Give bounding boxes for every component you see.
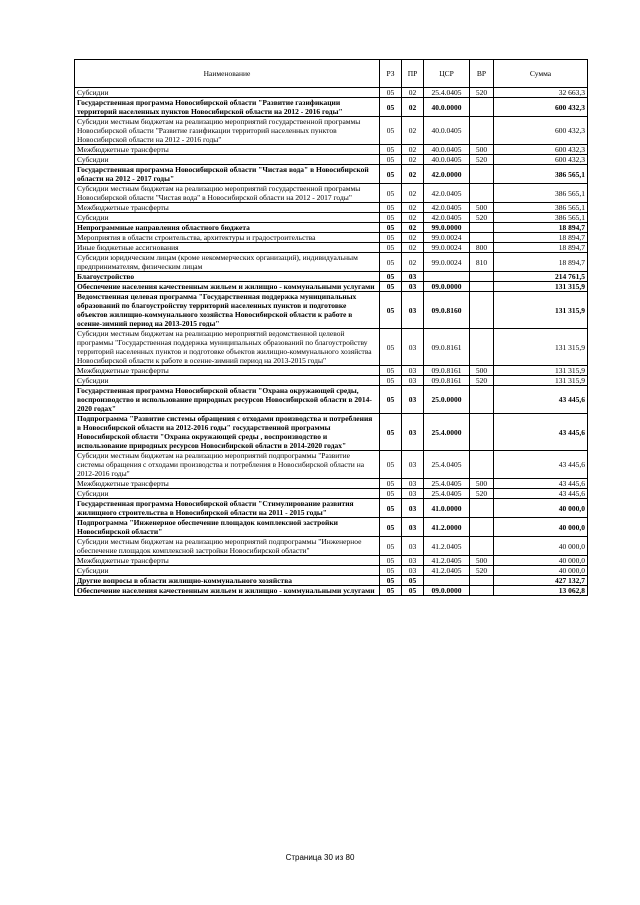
table-row [75,566,588,576]
table-row [75,376,588,386]
cell-sum: 386 565,1 [494,165,588,184]
cell-rz: 05 [380,366,402,376]
cell-name: Обеспечение населения качественным жильем и жилищно - коммунальными услугами [75,282,380,292]
cell-sum: 600 432,3 [494,98,588,117]
table-row [75,145,588,155]
table-row [75,253,588,272]
cell-name: Субсидии [75,489,380,499]
cell-name: Государственная программа Новосибирской области "Чистая вода" в Новосибирской области на 2012 - 2017 годы" [75,165,380,184]
cell-csr: 42.0.0405 [424,184,470,203]
cell-rz: 05 [380,98,402,117]
cell-name: Субсидии местным бюджетам на реализацию мероприятий государственной программы Новосибирской области "Развитие газификации территорий населенных пунктов Новосибирской области на 2012 - 2016 годы" [75,117,380,145]
cell-sum: 131 315,9 [494,329,588,366]
cell-rz: 05 [380,282,402,292]
cell-vr [470,451,494,479]
cell-sum: 18 894,7 [494,223,588,233]
cell-sum: 131 315,9 [494,366,588,376]
cell-csr: 99.0.0024 [424,253,470,272]
cell-csr: 25.4.0405 [424,451,470,479]
table-row [75,537,588,556]
table-header-row [75,60,588,88]
page-number: Страница 30 из 80 [285,853,355,862]
cell-rz: 05 [380,586,402,596]
cell-csr [424,576,470,586]
cell-rz: 05 [380,537,402,556]
cell-rz: 05 [380,414,402,451]
cell-csr: 42.0.0405 [424,203,470,213]
cell-sum: 386 565,1 [494,184,588,203]
cell-sum: 43 445,6 [494,489,588,499]
cell-pr: 03 [402,499,424,518]
cell-name: Межбюджетные трансферты [75,366,380,376]
cell-name: Межбюджетные трансферты [75,145,380,155]
cell-csr: 09.0.0000 [424,586,470,596]
cell-pr: 03 [402,386,424,414]
cell-vr: 520 [470,88,494,98]
table-row [75,165,588,184]
cell-pr: 02 [402,184,424,203]
header-pr: ПР [402,60,424,88]
cell-sum: 18 894,7 [494,243,588,253]
cell-vr [470,165,494,184]
cell-rz: 05 [380,518,402,537]
cell-vr [470,282,494,292]
cell-name: Государственная программа Новосибирской области "Охрана окружающей среды, воспроизводство и использование природных ресурсов Новосибирской области в 2014-2020 годах" [75,386,380,414]
cell-pr: 03 [402,414,424,451]
cell-csr: 40.0.0405 [424,155,470,165]
cell-csr: 40.0.0405 [424,117,470,145]
cell-rz: 05 [380,203,402,213]
cell-name: Благоустройство [75,272,380,282]
cell-pr: 03 [402,451,424,479]
table-row [75,518,588,537]
cell-pr: 02 [402,145,424,155]
cell-name: Субсидии [75,213,380,223]
cell-name: Субсидии местным бюджетам на реализацию мероприятий ведомственной целевой программы "Государственная поддержка муниципальных образований по благоустройству территорий населенных пунктов и подготовке объектов жилищно-коммунального хозяйства Новосибирской области к работе в осенне-зимний период на 2013-2015 годы" [75,329,380,366]
cell-rz: 05 [380,386,402,414]
cell-pr: 03 [402,329,424,366]
table-row [75,556,588,566]
table-row [75,479,588,489]
cell-rz: 05 [380,576,402,586]
cell-rz: 05 [380,329,402,366]
cell-pr: 03 [402,282,424,292]
header-vr: ВР [470,60,494,88]
cell-rz: 05 [380,292,402,329]
cell-rz: 05 [380,566,402,576]
cell-vr [470,117,494,145]
table-row [75,155,588,165]
table-row [75,489,588,499]
budget-table [74,59,588,596]
cell-sum: 214 761,5 [494,272,588,282]
cell-vr: 500 [470,479,494,489]
cell-vr [470,576,494,586]
cell-name: Мероприятия в области строительства, архитектуры и градостроительства [75,233,380,243]
cell-csr: 40.0.0000 [424,98,470,117]
cell-csr: 41.0.0000 [424,499,470,518]
table-row [75,184,588,203]
cell-vr: 520 [470,213,494,223]
table-row [75,282,588,292]
cell-pr: 02 [402,233,424,243]
table-row [75,213,588,223]
table-row [75,499,588,518]
cell-rz: 05 [380,213,402,223]
cell-vr [470,499,494,518]
table-row [75,386,588,414]
cell-csr: 09.0.8161 [424,329,470,366]
table-row [75,117,588,145]
cell-vr [470,586,494,596]
cell-rz: 05 [380,499,402,518]
cell-pr: 05 [402,576,424,586]
cell-rz: 05 [380,165,402,184]
cell-sum: 40 000,0 [494,566,588,576]
cell-csr: 41.2.0405 [424,556,470,566]
cell-pr: 02 [402,88,424,98]
cell-rz: 05 [380,489,402,499]
cell-vr [470,414,494,451]
cell-vr [470,329,494,366]
cell-rz: 05 [380,556,402,566]
cell-csr: 25.4.0405 [424,88,470,98]
cell-pr: 02 [402,223,424,233]
cell-name: Межбюджетные трансферты [75,556,380,566]
cell-csr: 09.0.8160 [424,292,470,329]
cell-rz: 05 [380,88,402,98]
cell-rz: 05 [380,117,402,145]
table-row [75,576,588,586]
table-row [75,223,588,233]
cell-vr: 500 [470,203,494,213]
cell-vr [470,292,494,329]
cell-pr: 05 [402,586,424,596]
cell-sum: 131 315,9 [494,376,588,386]
cell-pr: 03 [402,489,424,499]
cell-name: Субсидии местным бюджетам на реализацию мероприятий подпрограммы "Инженерное обеспечение площадок комплексной застройки Новосибирской области" [75,537,380,556]
table-row [75,233,588,243]
cell-sum: 40 000,0 [494,537,588,556]
cell-csr: 25.4.0405 [424,479,470,489]
cell-csr: 25.0.0000 [424,386,470,414]
cell-sum: 131 315,9 [494,282,588,292]
cell-rz: 05 [380,272,402,282]
cell-vr: 810 [470,253,494,272]
cell-pr: 02 [402,243,424,253]
cell-rz: 05 [380,145,402,155]
cell-csr: 99.0.0024 [424,243,470,253]
cell-sum: 386 565,1 [494,203,588,213]
cell-pr: 03 [402,537,424,556]
table-row [75,366,588,376]
cell-vr [470,537,494,556]
cell-sum: 600 432,3 [494,155,588,165]
cell-sum: 43 445,6 [494,414,588,451]
cell-csr: 40.0.0405 [424,145,470,155]
cell-vr: 520 [470,566,494,576]
cell-rz: 05 [380,155,402,165]
cell-rz: 05 [380,233,402,243]
cell-vr: 520 [470,489,494,499]
cell-pr: 03 [402,556,424,566]
cell-pr: 03 [402,479,424,489]
cell-csr: 09.0.0000 [424,282,470,292]
cell-pr: 02 [402,213,424,223]
cell-name: Подпрограмма "Развитие системы обращения с отходами производства и потребления в Новосибирской области на 2012-2016 годы" государственной программы Новосибирской области "Охрана окружающей среды , воспроизводство и использование природных ресурсов Новосибирской области в 2014-2020 годах" [75,414,380,451]
table-row [75,414,588,451]
table-row [75,586,588,596]
cell-sum: 43 445,6 [494,479,588,489]
cell-vr [470,518,494,537]
cell-csr: 41.2.0405 [424,537,470,556]
cell-pr: 02 [402,98,424,117]
cell-name: Государственная программа Новосибирской области "Стимулирование развития жилищного строительства в Новосибирской области на 2011 - 2015 годы" [75,499,380,518]
cell-vr: 500 [470,145,494,155]
cell-vr: 800 [470,243,494,253]
cell-name: Ведомственная целевая программа "Государственная поддержка муниципальных образований по благоустройству территорий населенных пунктов и подготовке объектов жилищно-коммунального хозяйства Новосибирской области к работе в осенне-зимний период на 2013-2015 годы" [75,292,380,329]
cell-rz: 05 [380,253,402,272]
cell-sum: 131 315,9 [494,292,588,329]
cell-vr [470,98,494,117]
cell-sum: 600 432,3 [494,145,588,155]
cell-vr: 520 [470,155,494,165]
table-row [75,88,588,98]
cell-name: Субсидии юридическим лицам (кроме некоммерческих организаций), индивидуальным предпринимателям, физическим лицам [75,253,380,272]
cell-sum: 18 894,7 [494,253,588,272]
cell-name: Иные бюджетные ассигнования [75,243,380,253]
cell-sum: 18 894,7 [494,233,588,243]
cell-sum: 600 432,3 [494,117,588,145]
header-name: Наименование [75,60,380,88]
cell-rz: 05 [380,451,402,479]
cell-sum: 43 445,6 [494,451,588,479]
cell-sum: 13 062,8 [494,586,588,596]
cell-sum: 386 565,1 [494,213,588,223]
header-rz: РЗ [380,60,402,88]
cell-pr: 02 [402,117,424,145]
cell-csr [424,272,470,282]
cell-pr: 03 [402,272,424,282]
cell-pr: 03 [402,566,424,576]
cell-name: Обеспечение населения качественным жильем и жилищно - коммунальными услугами [75,586,380,596]
cell-csr: 09.0.8161 [424,366,470,376]
cell-vr [470,386,494,414]
cell-rz: 05 [380,479,402,489]
cell-vr [470,233,494,243]
cell-vr [470,223,494,233]
table-row [75,272,588,282]
cell-sum: 40 000,0 [494,518,588,537]
table-row [75,451,588,479]
cell-name: Непрограммные направления областного бюджета [75,223,380,233]
cell-name: Субсидии местным бюджетам на реализацию мероприятий государственной программы Новосибирской области "Чистая вода" в Новосибирской области на 2012 - 2017 годы" [75,184,380,203]
cell-csr: 42.0.0405 [424,213,470,223]
cell-name: Подпрограмма "Инженерное обеспечение площадок комплексной застройки Новосибирской области" [75,518,380,537]
cell-name: Другие вопросы в области жилищно-коммунального хозяйства [75,576,380,586]
table-row [75,203,588,213]
header-sum: Сумма [494,60,588,88]
cell-csr: 41.2.0405 [424,566,470,576]
cell-rz: 05 [380,243,402,253]
cell-rz: 05 [380,223,402,233]
cell-rz: 05 [380,184,402,203]
cell-csr: 99.0.0000 [424,223,470,233]
cell-pr: 02 [402,165,424,184]
cell-csr: 41.2.0000 [424,518,470,537]
cell-pr: 02 [402,253,424,272]
cell-pr: 02 [402,203,424,213]
cell-csr: 25.4.0000 [424,414,470,451]
cell-csr: 99.0.0024 [424,233,470,243]
cell-sum: 40 000,0 [494,556,588,566]
cell-name: Межбюджетные трансферты [75,479,380,489]
cell-sum: 40 000,0 [494,499,588,518]
cell-vr [470,184,494,203]
cell-name: Межбюджетные трансферты [75,203,380,213]
cell-name: Субсидии [75,88,380,98]
table-row [75,98,588,117]
cell-name: Субсидии [75,566,380,576]
cell-vr: 500 [470,366,494,376]
cell-name: Субсидии [75,155,380,165]
cell-csr: 25.4.0405 [424,489,470,499]
cell-sum: 427 132,7 [494,576,588,586]
cell-rz: 05 [380,376,402,386]
cell-vr: 520 [470,376,494,386]
cell-sum: 32 663,3 [494,88,588,98]
cell-pr: 03 [402,376,424,386]
table-row [75,292,588,329]
cell-pr: 02 [402,155,424,165]
cell-name: Субсидии местным бюджетам на реализацию мероприятий подпрограммы "Развитие системы обращения с отходами производства и потребления в Новосибирской области на 2012-2016 годы" [75,451,380,479]
table-body [75,88,588,596]
table-row [75,243,588,253]
cell-pr: 03 [402,292,424,329]
cell-vr: 500 [470,556,494,566]
cell-name: Субсидии [75,376,380,386]
cell-csr: 09.0.8161 [424,376,470,386]
cell-vr [470,272,494,282]
header-csr: ЦСР [424,60,470,88]
cell-name: Государственная программа Новосибирской области "Развитие газификации территорий населенных пунктов Новосибирской области на 2012 - 2016 годы" [75,98,380,117]
table-row [75,329,588,366]
cell-pr: 03 [402,518,424,537]
cell-sum: 43 445,6 [494,386,588,414]
cell-csr: 42.0.0000 [424,165,470,184]
cell-pr: 03 [402,366,424,376]
